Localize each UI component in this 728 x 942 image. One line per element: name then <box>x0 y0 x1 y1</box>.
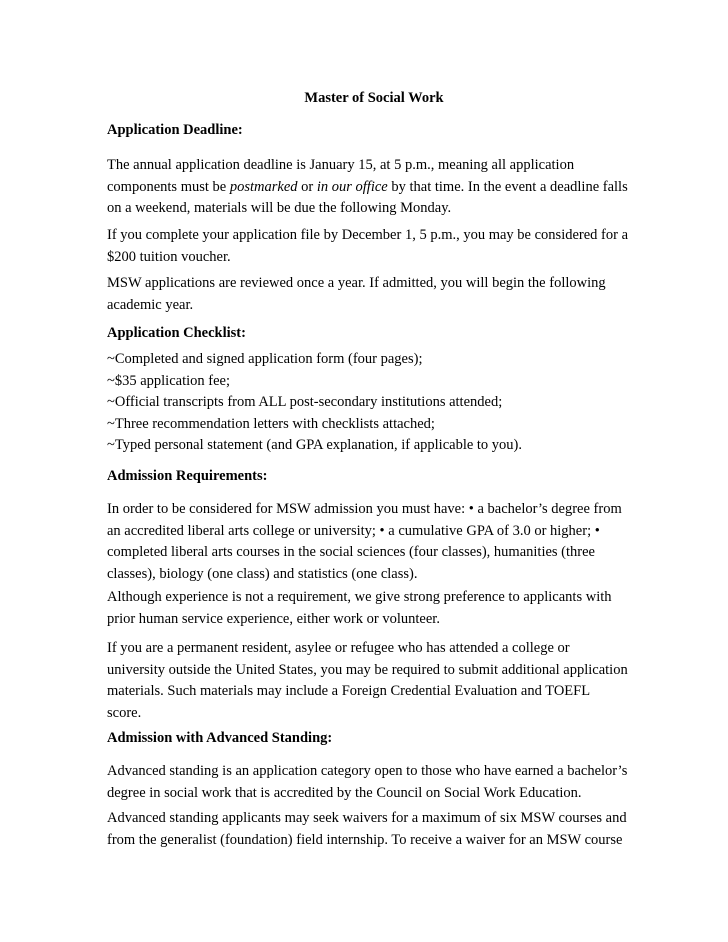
checklist-item: ~$35 application fee; <box>107 372 230 389</box>
text-line: MSW applications are reviewed once a year. If admitted, you will begin the following <box>107 275 606 291</box>
text-line: The annual application deadline is January 15, at 5 p.m., meaning all application <box>107 157 575 173</box>
checklist-item: ~Completed and signed application form (four pages); <box>107 351 423 367</box>
checklist-item: ~Three recommendation letters with checklists attached; <box>107 415 435 432</box>
application-deadline-heading: Application Deadline: <box>107 122 243 138</box>
advanced-standing-heading: Admission with Advanced Standing: <box>107 730 333 746</box>
text-line: classes), biology (one class) and statistics (one class). <box>107 565 418 582</box>
text-line: from the generalist (foundation) field internship. To receive a waiver for an MSW course <box>107 831 623 848</box>
checklist <box>107 349 627 457</box>
text-run: by that time. In the event a deadline falls <box>387 178 628 195</box>
emphasis-in-our-office: in our office <box>316 178 388 195</box>
text-run: or <box>297 178 317 195</box>
text-line: In order to be considered for MSW admission you must have: • a bachelor’s degree from <box>107 501 622 517</box>
checklist-item: ~Typed personal statement (and GPA explanation, if applicable to you). <box>107 437 523 453</box>
text-line: Advanced standing applicants may seek waivers for a maximum of six MSW courses and <box>107 810 627 826</box>
text-line: prior human service experience, either work or volunteer. <box>107 610 440 627</box>
requirements-paragraph <box>107 499 627 585</box>
international-paragraph <box>107 638 627 724</box>
text-line: on a weekend, materials will be due the following Monday. <box>107 200 452 216</box>
text-line: academic year. <box>107 296 194 313</box>
text-line: an accredited liberal arts college or university; • a cumulative GPA of 3.0 or higher; • <box>107 522 600 539</box>
review-paragraph <box>107 273 627 316</box>
text-line: Advanced standing is an application category open to those who have earned a bachelor’s <box>107 763 628 779</box>
text-line: completed liberal arts courses in the social sciences (four classes), humanities (three <box>107 544 595 560</box>
voucher-paragraph <box>107 225 627 268</box>
admission-requirements-heading: Admission Requirements: <box>107 468 268 484</box>
deadline-paragraph <box>107 155 627 220</box>
text-line: materials. Such materials may include a Foreign Credential Evaluation and TOEFL <box>107 683 591 699</box>
advanced-standing-paragraph <box>107 761 627 804</box>
checklist-item: ~Official transcripts from ALL post-secondary institutions attended; <box>107 394 503 410</box>
text-line <box>107 177 627 199</box>
text-run: components must be <box>107 178 230 195</box>
text-line: Although experience is not a requirement, we give strong preference to applicants with <box>107 589 612 605</box>
page-title: Master of Social Work <box>304 90 444 106</box>
emphasis-postmarked: postmarked <box>229 178 298 195</box>
application-checklist-heading: Application Checklist: <box>107 325 246 341</box>
text-line: university outside the United States, you may be required to submit additional application <box>107 661 628 678</box>
text-line: score. <box>107 704 142 721</box>
text-line: If you complete your application file by December 1, 5 p.m., you may be considered for a <box>107 227 629 243</box>
waivers-paragraph <box>107 808 627 851</box>
text-line: degree in social work that is accredited by the Council on Social Work Education. <box>107 784 582 801</box>
text-line: If you are a permanent resident, asylee or refugee who has attended a college or <box>107 640 570 656</box>
experience-paragraph <box>107 587 627 630</box>
text-line: $200 tuition voucher. <box>107 248 231 265</box>
